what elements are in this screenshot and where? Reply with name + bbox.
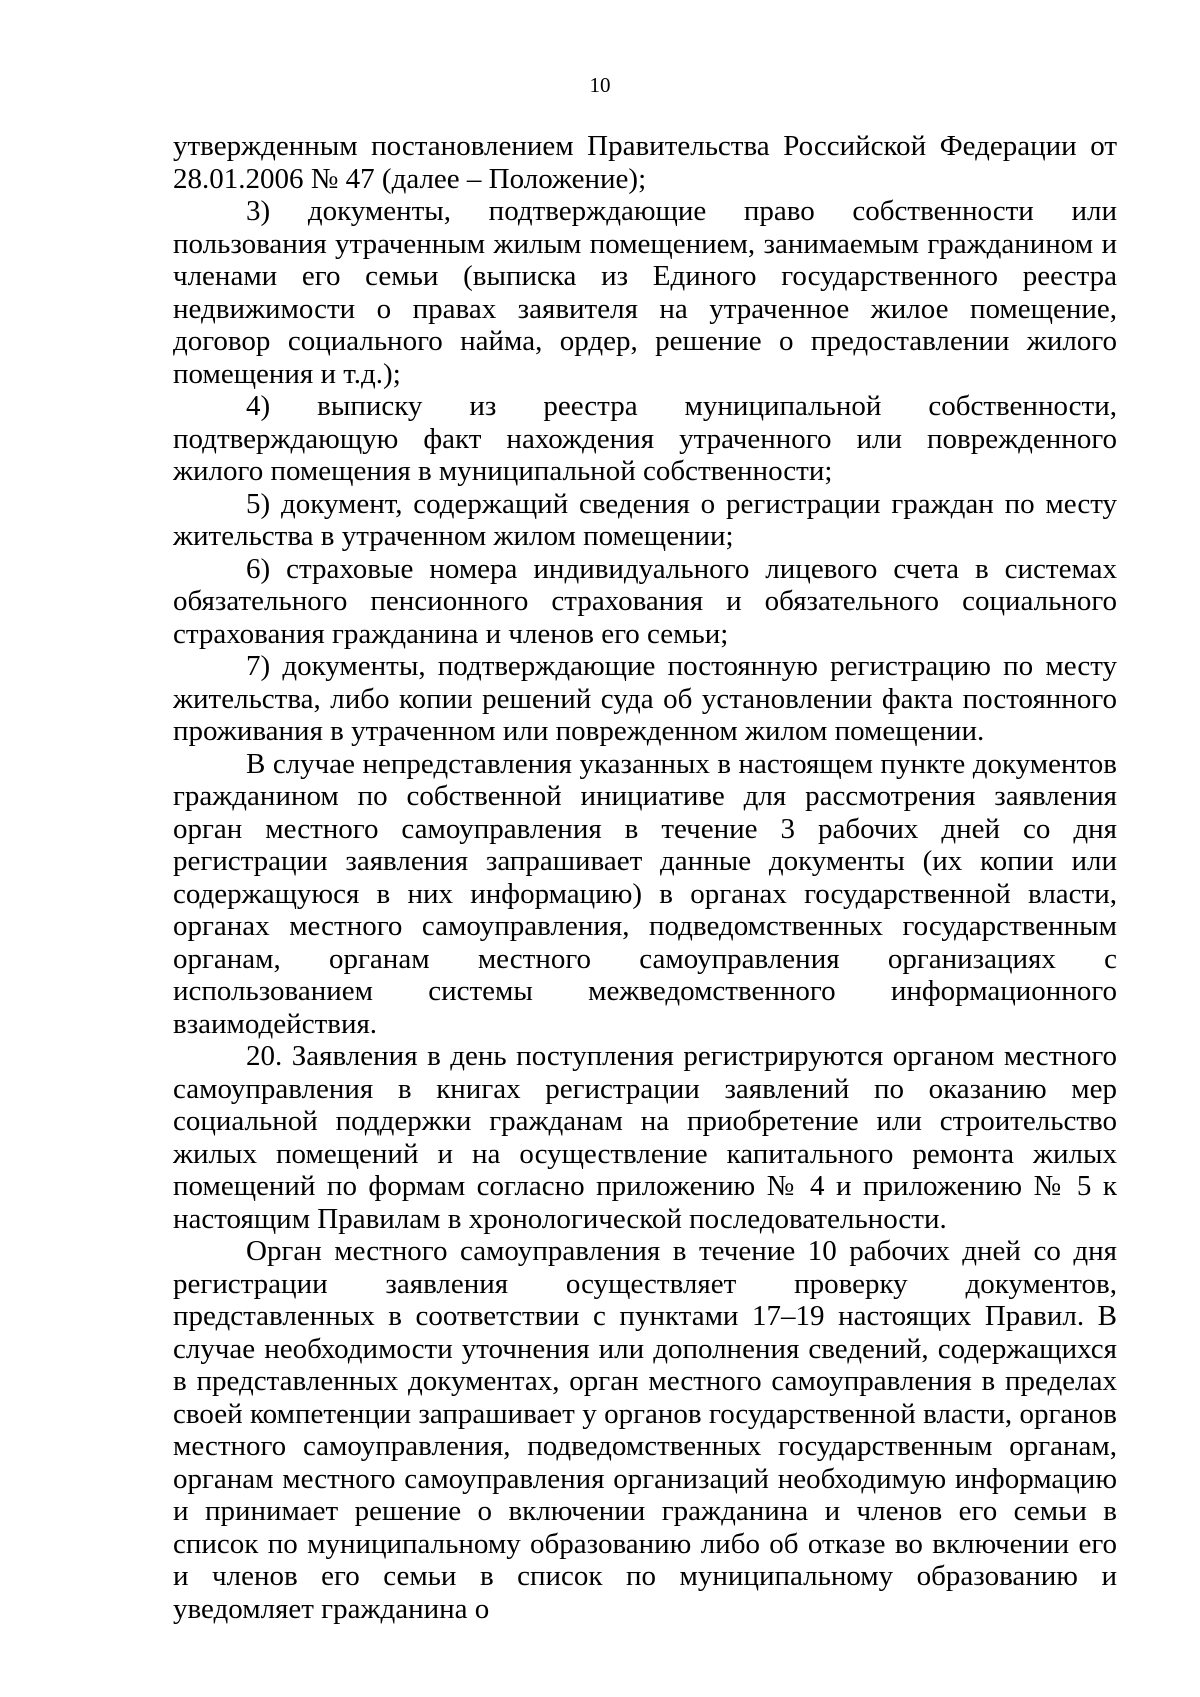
paragraph: 7) документы, подтверждающие постоянную регистрацию по месту жительства, либо копии решений суда об установлении факта постоянного проживания в утраченном или поврежденном жилом помещении. [173, 650, 1117, 747]
paragraph: 6) страховые номера индивидуального лицевого счета в системах обязательного пенсионного страхования и обязательного социального страхования гражданина и членов его семьи; [173, 552, 1117, 650]
document-body [173, 130, 1117, 1625]
paragraph: утвержденным постановлением Правительства Российской Федерации от 28.01.2006 № 47 (далее – Положение); [173, 130, 1117, 195]
page-number: 10 [589, 73, 611, 97]
paragraph: 5) документ, содержащий сведения о регистрации граждан по месту жительства в утраченном жилом помещении; [173, 487, 1117, 552]
paragraph: Орган местного самоуправления в течение 10 рабочих дней со дня регистрации заявления осуществляет проверку документов, представленных в соответствии с пунктами 17–19 настоящих Правил. В случае необходимости уточнения или дополнения сведений, содержащихся в представленных документах, орган местного самоуправления в пределах своей компетенции запрашивает у органов государственной власти, органов местного самоуправления, подведомственных государственным органам, органам местного самоуправления организаций необходимую информацию и принимает решение о включении гражданина и членов его семьи в список по муниципальному образованию либо об отказе во включении его и членов его семьи в список по муниципальному образованию и уведомляет гражданина о [173, 1235, 1117, 1625]
paragraph: В случае непредставления указанных в настоящем пункте документов гражданином по собственной инициативе для рассмотрения заявления орган местного самоуправления в течение 3 рабочих дней со дня регистрации заявления запрашивает данные документы (их копии или содержащуюся в них информацию) в органах государственной власти, органах местного самоуправления, подведомственных государственным органам, органам местного самоуправления организациях с использованием системы межведомственного информационного взаимодействия. [173, 747, 1117, 1040]
paragraph: 20. Заявления в день поступления регистрируются органом местного самоуправления в книгах регистрации заявлений по оказанию мер социальной поддержки гражданам на приобретение или строительство жилых помещений и на осуществление капитального ремонта жилых помещений по формам согласно приложению № 4 и приложению № 5 к настоящим Правилам в хронологической последовательности. [173, 1040, 1117, 1235]
paragraph: 4) выписку из реестра муниципальной собственности, подтверждающую факт нахождения утраченного или поврежденного жилого помещения в муниципальной собственности; [173, 390, 1117, 487]
paragraph: 3) документы, подтверждающие право собственности или пользования утраченным жилым помещением, занимаемым гражданином и членами его семьи (выписка из Единого государственного реестра недвижимости о правах заявителя на утраченное жилое помещение, договор социального найма, ордер, решение о предоставлении жилого помещения и т.д.); [173, 195, 1117, 390]
